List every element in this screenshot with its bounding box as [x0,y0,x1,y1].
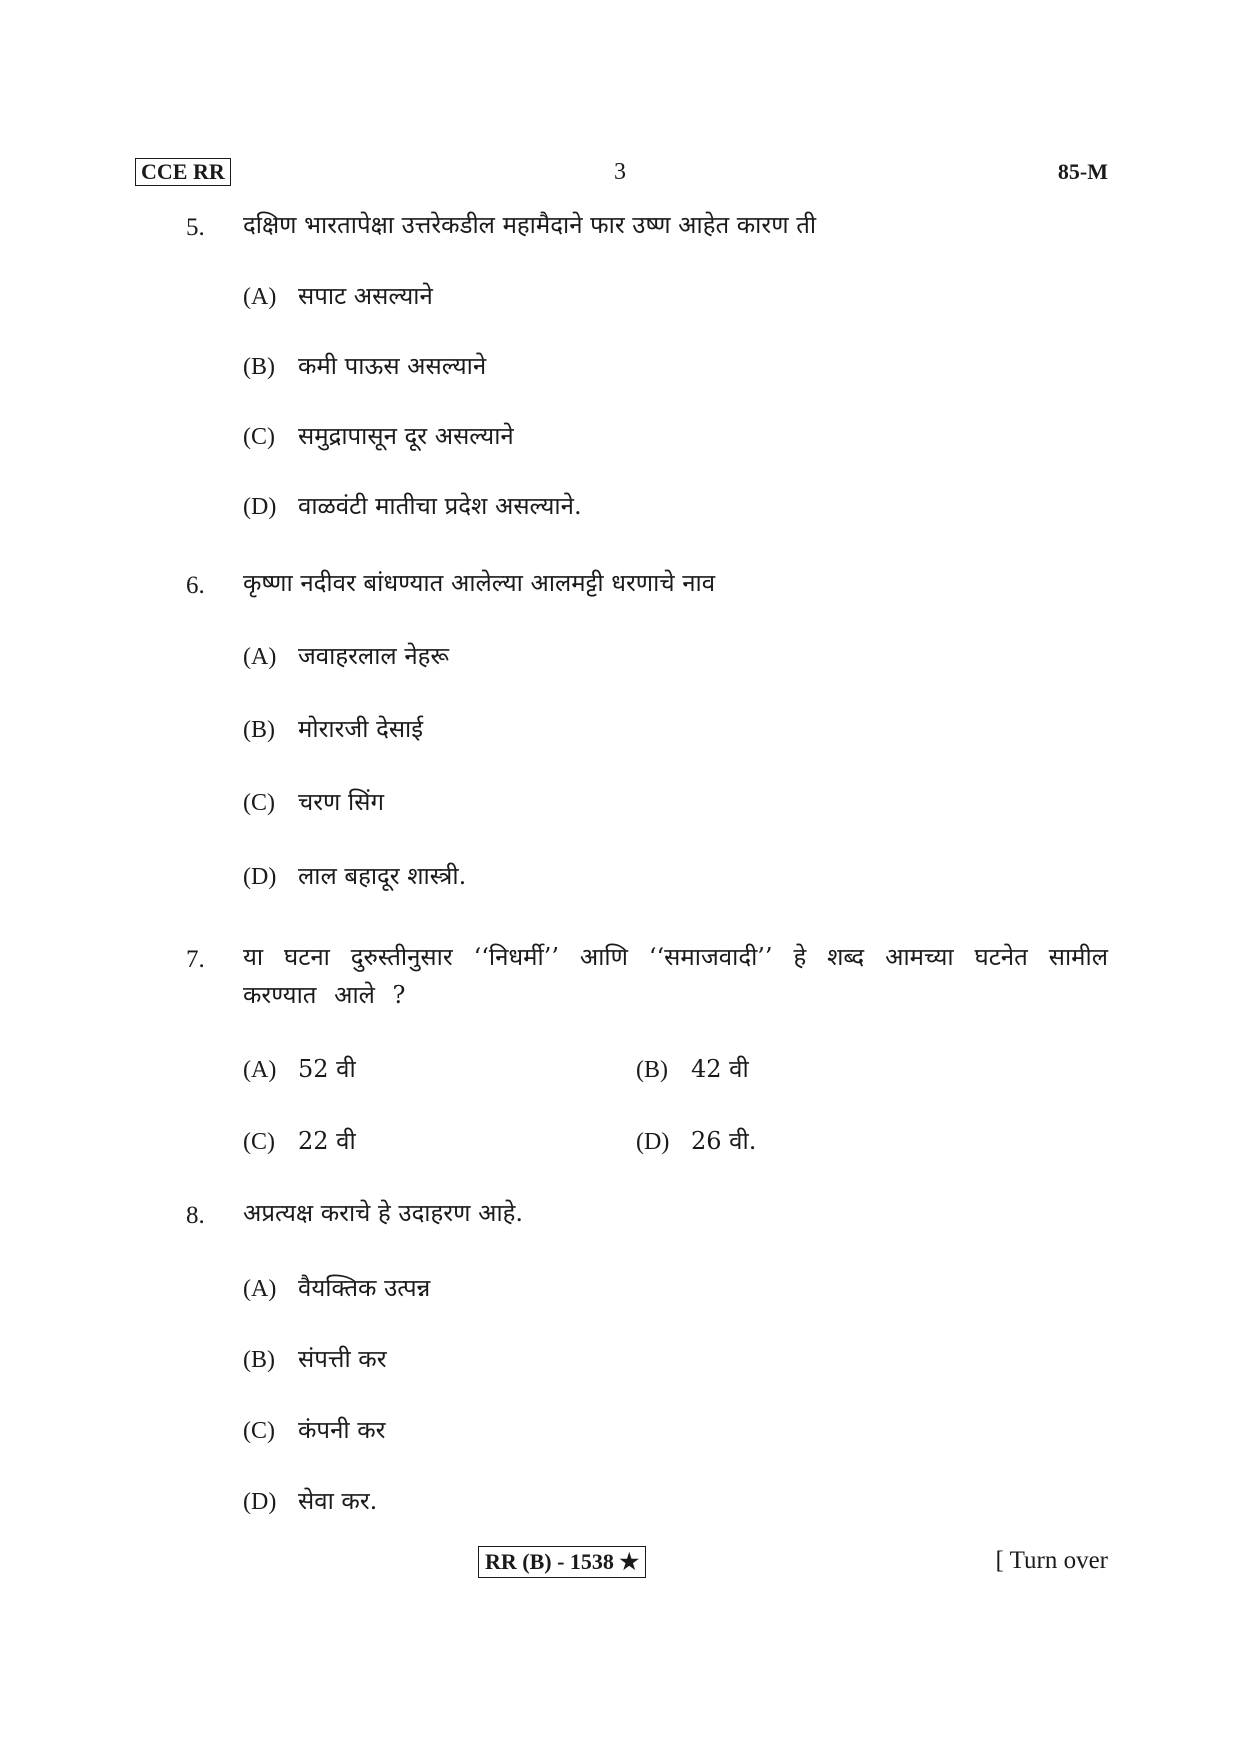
option-label: (C) [243,1418,275,1444]
option-c [243,420,514,453]
option-text: वाळवंटी मातीचा प्रदेश असल्याने. [298,492,582,520]
option-d [243,1485,377,1518]
option-label: (A) [243,1276,277,1302]
question-number: 5. [186,214,205,241]
option-text: चरण सिंग [298,788,384,816]
option-text: 22 वी [298,1127,356,1155]
option-label: (D) [243,864,277,890]
option-a [243,1053,356,1086]
option-label: (B) [243,1347,275,1373]
option-text: 52 वी [298,1055,356,1083]
page-number: 3 [614,159,626,185]
question-text: कृष्णा नदीवर बांधण्यात आलेल्या आलमट्टी धरणाचे नाव [243,569,716,597]
option-b [243,350,486,383]
option-label: (B) [243,354,275,380]
option-text: संपत्ती कर [298,1345,387,1373]
option-label: (D) [243,1489,277,1515]
paper-code: 85-M [1057,159,1108,184]
footer-code-box: RR (B) - 1538 ★ [478,1546,646,1578]
option-label: (A) [243,284,277,310]
question-number: 8. [186,1202,205,1229]
turn-over-note: [ Turn over [995,1547,1108,1574]
option-text: कमी पाऊस असल्याने [298,352,487,380]
option-label: (D) [243,494,277,520]
option-text: सपाट असल्याने [298,282,433,310]
option-c [243,1414,385,1447]
option-label: (C) [243,1129,275,1155]
option-label: (A) [243,1057,277,1083]
option-d [243,490,582,523]
question-text: या घटना दुरुस्तीनुसार ‘‘निधर्मी’’ आणि ‘‘समाजवादी’’ हे शब्द आमच्या घटनेत सामील करण्यात आले ? [243,943,1108,1009]
option-text: मोरारजी देसाई [298,715,424,743]
option-b [636,1053,749,1086]
option-text: 26 वी. [691,1127,757,1155]
option-text: 42 वी [691,1055,749,1083]
option-text: लाल बहादूर शास्त्री. [298,862,467,890]
option-c [243,786,384,819]
option-a [243,1272,430,1305]
option-b [243,1343,387,1376]
option-b [243,713,423,746]
option-label: (B) [636,1057,668,1083]
option-text: सेवा कर. [298,1487,378,1515]
question-number: 6. [186,572,205,599]
option-label: (A) [243,644,277,670]
question-text: दक्षिण भारतापेक्षा उत्तरेकडील महामैदाने फार उष्ण आहेत कारण ती [243,211,817,239]
option-text: जवाहरलाल नेहरू [298,642,450,670]
question-number: 7. [186,946,205,973]
header-code-box: CCE RR [135,158,231,186]
option-label: (C) [243,790,275,816]
option-d [243,860,466,893]
option-text: वैयक्तिक उत्पन्न [298,1274,431,1302]
option-d [636,1125,756,1158]
option-label: (D) [636,1129,670,1155]
option-a [243,280,433,313]
option-text: समुद्रापासून दूर असल्याने [298,422,514,450]
option-a [243,640,449,673]
option-c [243,1125,356,1158]
option-label: (B) [243,717,275,743]
question-text: अप्रत्यक्ष कराचे हे उदाहरण आहे. [243,1199,523,1227]
option-text: कंपनी कर [298,1416,386,1444]
option-label: (C) [243,424,275,450]
